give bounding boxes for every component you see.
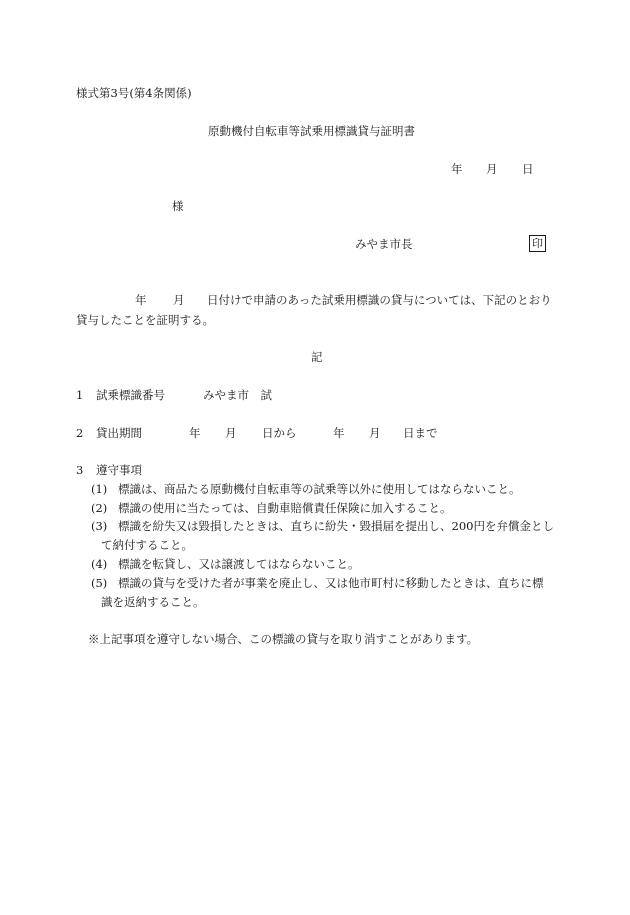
- rule-2-number: (2): [91, 501, 108, 515]
- ki-heading: 記: [311, 350, 323, 364]
- rule-5-text-cont: 識を返納すること。: [101, 595, 205, 609]
- rule-1-number: (1): [91, 482, 108, 496]
- date-day: 日: [522, 162, 534, 176]
- item2-year-to: 年: [333, 426, 345, 440]
- item2-day-to: 日まで: [403, 426, 438, 440]
- rule-3-number: (3): [91, 519, 108, 533]
- rule-4-text: 標識を転貸し、又は譲渡してはならないこと。: [118, 557, 360, 571]
- body-year: 年: [135, 293, 147, 307]
- item2-month-from: 月: [225, 426, 237, 440]
- item3-label: 遵守事項: [96, 463, 142, 477]
- document-title: 原動機付自転車等試乗用標識貸与証明書: [208, 124, 415, 138]
- rule-1-text: 標識は、商品たる原動機付自転車等の試乗等以外に使用してはならないこと。: [118, 482, 521, 496]
- item2-day-from: 日から: [262, 426, 297, 440]
- item1-value: みやま市 試: [203, 388, 272, 402]
- date-month: 月: [486, 162, 498, 176]
- issuer-name: みやま市長: [355, 237, 413, 251]
- rule-3-text: 標識を紛失又は毀損したときは、直ちに紛失・毀損届を提出し、200円を弁償金とし: [118, 519, 554, 533]
- item2-number: 2: [76, 426, 84, 440]
- rule-3-text-cont: て納付すること。: [101, 538, 193, 552]
- item2-label: 貸出期間: [96, 426, 142, 440]
- rule-2-text: 標識の使用に当たっては、自動車賠償責任保険に加入すること。: [118, 501, 452, 515]
- date-year: 年: [451, 162, 463, 176]
- body-text-line2: 貸与したことを証明する。: [76, 313, 214, 327]
- item2-year-from: 年: [189, 426, 201, 440]
- footnote: ※上記事項を遵守しない場合、この標識の貸与を取り消すことがあります。: [88, 632, 479, 646]
- form-number: 様式第3号(第4条関係): [76, 86, 192, 100]
- recipient-suffix: 様: [172, 199, 184, 213]
- item1-number: 1: [76, 388, 84, 402]
- rule-5-text: 標識の貸与を受けた者が事業を廃止し、又は他市町村に移動したときは、直ちに標: [118, 576, 544, 590]
- body-text-line1: 日付けで申請のあった試乗用標識の貸与については、下記のとおり: [207, 293, 552, 307]
- seal-stamp: 印: [529, 235, 546, 252]
- item3-number: 3: [76, 463, 84, 477]
- body-month: 月: [173, 293, 185, 307]
- rule-4-number: (4): [91, 557, 108, 571]
- item1-label: 試乗標識番号: [96, 388, 165, 402]
- item2-month-to: 月: [369, 426, 381, 440]
- rule-5-number: (5): [91, 576, 108, 590]
